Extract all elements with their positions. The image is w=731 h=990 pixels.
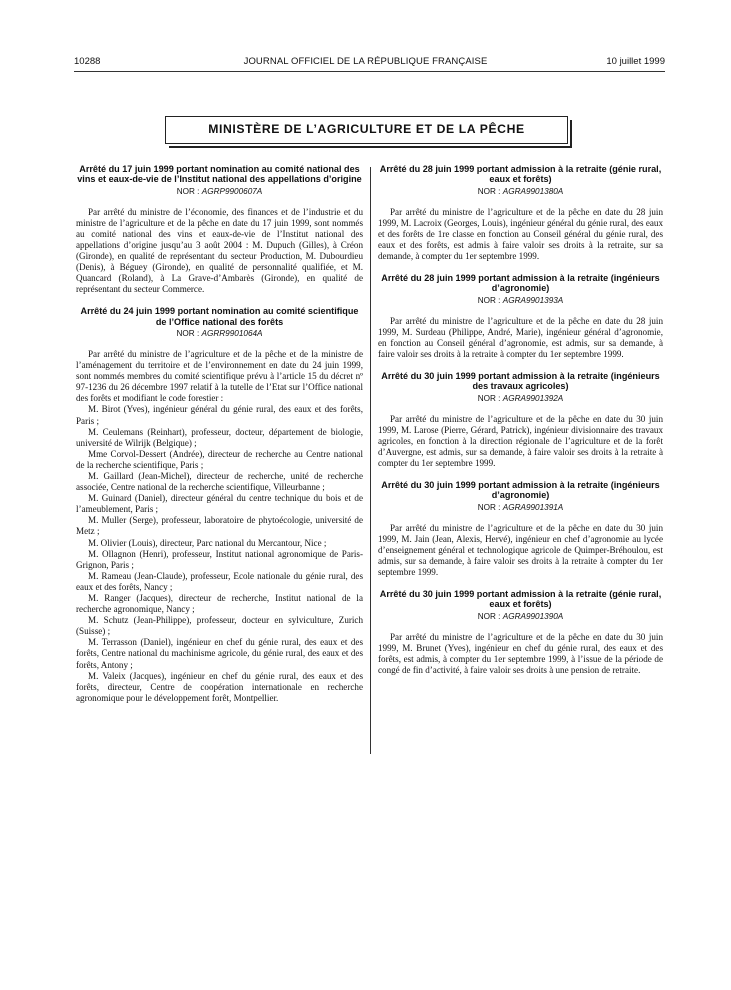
decree-paragraph: Par arrêté du ministre de l’agriculture et de la pêche en date du 30 juin 1999, M. Larose (Pierre, Gérard, Patrick), ingénieur divisionnaire des travaux agricoles, en fonction à la direction régionale de l’agriculture et de la forêt d’Auvergne, est admis, sur sa demande, à faire valoir ses droits à la retraite à compter du 1er septembre 1999. [378, 413, 663, 468]
decree-title: Arrêté du 30 juin 1999 portant admission à la retraite (ingénieurs des travaux agricoles) [381, 371, 660, 392]
decree-title: Arrêté du 28 juin 1999 portant admission à la retraite (ingénieurs d’agronomie) [381, 273, 660, 294]
column-divider [370, 167, 371, 754]
nor-code: AGRA9901391A [502, 502, 564, 512]
header-rule [74, 71, 665, 72]
decree-paragraph: M. Gaillard (Jean-Michel), directeur de recherche, unité de recherche associée, Centre national de la recherche scientifique, Villeurbanne ; [76, 470, 363, 493]
decree-paragraph: M. Olivier (Louis), directeur, Parc national du Mercantour, Nice ; [88, 537, 327, 548]
decree-paragraph: M. Guinard (Daniel), directeur général du centre technique du bois et de l’ameublement, Paris ; [76, 493, 363, 515]
ministry-heading: MINISTÈRE DE L’AGRICULTURE ET DE LA PÊCHE [165, 116, 568, 144]
decree-article [76, 164, 363, 295]
decree-paragraph: Par arrêté du ministre de l’agriculture et de la pêche en date du 28 juin 1999, M. Lacroix (Georges, Louis), ingénieur général du génie rural, des eaux et des forêts de 1re classe en fonction au Conseil général du génie rural, des eaux et des forêts, est admis à faire valoir ses droits à la retraite, sur sa demande, à compter du 1er septembre 1999. [378, 206, 663, 261]
decree-paragraph: M. Valeix (Jacques), ingénieur en chef du génie rural, des eaux et des forêts, directeur, Centre de coopération internationale en recherche agronomique pour le développement forêt, Montpellier. [76, 670, 363, 703]
decree-article [378, 164, 663, 262]
decree-paragraph: Par arrêté du ministre de l’agriculture et de la pêche en date du 30 juin 1999, M. Jain (Jean, Alexis, Hervé), ingénieur en chef d’agronomie au lycée d’enseignement général et technologique agricole de Quimper-Bréhoulou, est admis, sur sa demande, à faire valoir ses droits à la retraite à compter du 1er septembre 1999. [378, 522, 663, 578]
left-column [76, 164, 363, 715]
page-header [0, 54, 731, 70]
nor-reference [378, 611, 663, 623]
decree-title: Arrêté du 28 juin 1999 portant admission à la retraite (génie rural, eaux et forêts) [379, 164, 662, 185]
nor-code: AGRA9901393A [502, 295, 564, 305]
nor-label: NOR : [176, 186, 202, 196]
decree-paragraph: Mme Corvol-Dessert (Andrée), directeur de recherche au Centre national de la recherche scientifique, Paris ; [76, 448, 363, 470]
decree-paragraph: M. Ollagnon (Henri), professeur, Institut national agronomique de Paris-Grignon, Paris ; [76, 548, 363, 570]
right-column [378, 164, 663, 687]
decree-paragraph: M. Ceulemans (Reinhart), professeur, docteur, département de biologie, université de Wilrijk (Belgique) ; [76, 426, 363, 448]
decree-paragraph: M. Schutz (Jean-Philippe), professeur, docteur en sylviculture, Zurich (Suisse) ; [76, 615, 363, 637]
decree-article [76, 306, 363, 704]
decree-paragraph: Par arrêté du ministre de l’agriculture et de la pêche en date du 28 juin 1999, M. Surdeau (Philippe, André, Marie), ingénieur général d’agronomie, en fonction au Conseil général d’agronomie, est admis, sur sa demande, à faire valoir ses droits à la retraite à compter du 1er septembre 1999. [378, 315, 663, 359]
nor-reference [378, 393, 663, 405]
decree-article [378, 273, 663, 360]
decree-paragraph: Par arrêté du ministre de l’agriculture et de la pêche en date du 30 juin 1999, M. Brunet (Yves), ingénieur en chef du génie rural, des eaux et des forêts, est admis, à compter du 1er septembre 1999, à l’issue de la période de congé de fin d’activité, à faire valoir ses droits à une pension de retraite. [378, 631, 663, 676]
nor-code: AGRP9900607A [201, 186, 263, 196]
nor-reference [378, 295, 663, 307]
decree-paragraph: M. Ranger (Jacques), directeur de recherche, Institut national de la recherche agronomique, Nancy ; [76, 593, 363, 615]
nor-label: NOR : [477, 393, 503, 403]
decree-title: Arrêté du 24 juin 1999 portant nomination au comité scientifique de l’Office national des forêts [80, 306, 359, 327]
decree-paragraph: Par arrêté du ministre de l’économie, des finances et de l’industrie et du ministre de l’agriculture et de la pêche en date du 17 juin 1999, sont nommés au comité national des vins et eaux-de-vie de l’Institut national des appellations d’origine jusqu’au 3 août 2004 : M. Dupuch (Gilles), à Créon (Gironde), en qualité de représentant du secteur Production, M. Dubourdieu (Denis), à Béguey (Gironde), en qualité de personnalité qualifiée, et M. Quancard (Roland), à La Grave-d’Ambarès (Gironde), en qualité de représentant du secteur Commerce. [76, 206, 363, 295]
decree-article [378, 589, 663, 676]
nor-reference [76, 186, 363, 198]
decree-article [378, 371, 663, 469]
journal-title: JOURNAL OFFICIEL DE LA RÉPUBLIQUE FRANÇAISE [243, 56, 488, 67]
decree-title: Arrêté du 30 juin 1999 portant admission à la retraite (génie rural, eaux et forêts) [379, 589, 662, 610]
decree-title: Arrêté du 30 juin 1999 portant admission à la retraite (ingénieurs d’agronomie) [381, 480, 660, 501]
nor-reference [76, 328, 363, 340]
decree-paragraph: M. Terrasson (Daniel), ingénieur en chef du génie rural, des eaux et des forêts, Centre national du machinisme agricole, du génie rural, des eaux et des forêts, Antony ; [76, 637, 363, 670]
nor-label: NOR : [477, 186, 503, 196]
decree-title: Arrêté du 17 juin 1999 portant nomination au comité national des vins et eaux-de-vie de l’Institut national des appellations d’origine [77, 164, 362, 185]
decree-paragraph: M. Rameau (Jean-Claude), professeur, Ecole nationale du génie rural, des eaux et des forêts, Nancy ; [76, 570, 363, 592]
decree-paragraph: M. Birot (Yves), ingénieur général du génie rural, des eaux et des forêts, Paris ; [76, 404, 363, 426]
nor-code: AGRA9901392A [502, 393, 564, 403]
nor-code: AGRA9901380A [502, 186, 564, 196]
nor-label: NOR : [477, 502, 503, 512]
decree-article [378, 480, 663, 578]
page-number: 10288 [74, 56, 101, 67]
nor-reference [378, 186, 663, 198]
decree-paragraph: M. Muller (Serge), professeur, laboratoire de phytoécologie, université de Metz ; [76, 515, 363, 537]
nor-label: NOR : [477, 295, 503, 305]
decree-paragraph: Par arrêté du ministre de l’agriculture et de la pêche et de la ministre de l’aménagement du territoire et de l’environnement en date du 24 juin 1999, sont nommés membres du comité scientifique prévu à l’article 15 du décret nº 97-1236 du 26 décembre 1997 relatif à la tutelle de l’Etat sur l’Office national des forêts et modifiant le code forestier : [76, 348, 363, 404]
nor-code: AGRR9901064A [201, 328, 263, 338]
issue-date: 10 juillet 1999 [606, 56, 665, 67]
nor-label: NOR : [477, 611, 503, 621]
nor-code: AGRA9901390A [502, 611, 564, 621]
nor-label: NOR : [176, 328, 202, 338]
nor-reference [378, 502, 663, 514]
